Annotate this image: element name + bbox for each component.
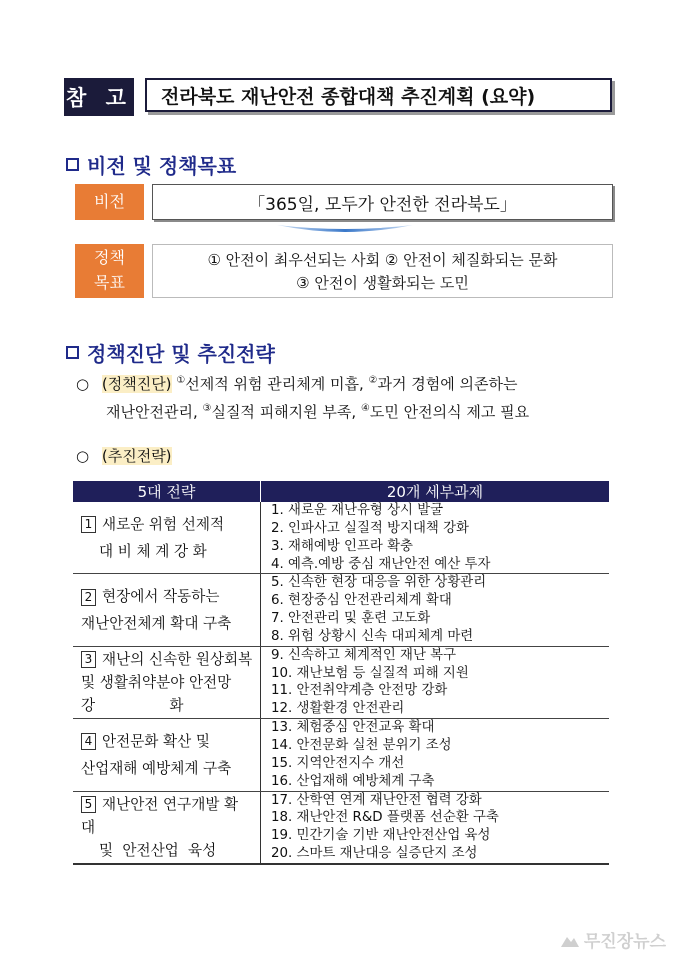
strategy-label: (추진전략) bbox=[101, 447, 172, 465]
policy-goal-box bbox=[152, 244, 613, 298]
task-item: 20. 스마트 재난대응 실증단지 조성 bbox=[261, 845, 610, 864]
task-item: 4. 예측.예방 중심 재난안전 예산 투자 bbox=[261, 556, 610, 574]
strategy-cell: 1 새로운 위험 선제적 대 비 체 계 강 화 bbox=[73, 502, 261, 574]
vision-box bbox=[152, 184, 613, 220]
strategy-intro bbox=[76, 445, 172, 466]
goal-line-1: ① 안전이 최우선되는 사회 ② 안전이 체질화되는 문화 bbox=[207, 251, 558, 269]
task-item: 8. 위험 상황시 신속 대피체계 마련 bbox=[261, 628, 610, 646]
strategy-cell: 2 현장에서 작동하는 재난안전체계 확대 구축 bbox=[73, 574, 261, 646]
policy-diagnosis-cont: 재난안전관리, ③실질적 피해지원 부족, ④도민 안전의식 제고 필요 bbox=[106, 403, 530, 421]
circle-bullet-icon: ○ bbox=[76, 447, 90, 465]
task-item: 14. 안전문화 실천 분위기 조성 bbox=[271, 737, 452, 753]
strategy-number: 3 bbox=[81, 651, 96, 668]
diagnosis-label: (정책진단) bbox=[101, 375, 172, 393]
task-item: 3. 재해예방 인프라 확충 bbox=[271, 538, 413, 554]
task-item: 1. 새로운 재난유형 상시 발굴 bbox=[271, 503, 444, 518]
policy-diagnosis: ○ (정책진단) ①선제적 위험 관리체계 미흡, ②과거 경험에 의존하는 bbox=[76, 375, 518, 393]
task-item: 19. 민간기술 기반 재난안전산업 육성 bbox=[271, 828, 491, 844]
task-item: 9. 신속하고 체계적인 재난 복구 bbox=[271, 647, 457, 663]
strategy-number: 4 bbox=[81, 733, 96, 750]
strategy-number: 5 bbox=[81, 796, 96, 813]
goal-line-2: ③ 안전이 생활화되는 도민 bbox=[296, 274, 469, 293]
strategy-number: 2 bbox=[81, 589, 96, 606]
section-heading-text: 정책진단 및 추진전략 bbox=[87, 342, 275, 366]
strategy-cell: 3 재난의 신속한 원상회복 및 생활취약분야 안전망 강 화 bbox=[73, 646, 261, 718]
strategy-table bbox=[73, 481, 609, 865]
task-item: 2. 인파사고 실질적 방지대책 강화 bbox=[271, 520, 469, 536]
policy-goal-label: 정책 목표 bbox=[75, 244, 144, 298]
section-heading-vision bbox=[66, 150, 236, 179]
swoosh-arrow-icon bbox=[275, 221, 415, 237]
watermark bbox=[560, 927, 666, 952]
task-item: 15. 지역안전지수 개선 bbox=[271, 755, 405, 771]
square-bullet-icon bbox=[66, 158, 79, 171]
task-item: 12. 생활환경 안전관리 bbox=[261, 700, 610, 718]
column-header-strategies: 5대 전략 bbox=[73, 481, 261, 502]
watermark-logo-icon bbox=[560, 931, 580, 949]
strategy-number: 1 bbox=[81, 516, 96, 533]
task-item: 16. 산업재해 예방체계 구축 bbox=[261, 773, 610, 791]
task-item: 17. 산학연 연계 재난안전 협력 강화 bbox=[271, 792, 482, 808]
section-heading-strategy bbox=[66, 338, 275, 367]
watermark-text: 무진장뉴스 bbox=[583, 932, 666, 952]
circle-bullet-icon: ○ bbox=[76, 375, 90, 393]
square-bullet-icon bbox=[66, 346, 79, 359]
task-item: 11. 안전취약계층 안전망 강화 bbox=[271, 683, 448, 699]
task-item: 10. 재난보험 등 실질적 피해 지원 bbox=[271, 665, 469, 681]
task-item: 13. 체험중심 안전교육 확대 bbox=[271, 720, 435, 736]
task-item: 6. 현장중심 안전관리체계 확대 bbox=[271, 593, 452, 609]
vision-label: 비전 bbox=[75, 184, 144, 220]
section-heading-text: 비전 및 정책목표 bbox=[87, 154, 237, 178]
task-item: 5. 신속한 현장 대응을 위한 상황관리 bbox=[271, 575, 487, 591]
document-title: 전라북도 재난안전 종합대책 추진계획 (요약) bbox=[145, 78, 612, 112]
column-header-tasks: 20개 세부과제 bbox=[261, 481, 610, 502]
vision-text: 「365일, 모두가 안전한 전라북도」 bbox=[248, 194, 517, 215]
strategy-cell: 4 안전문화 확산 및 산업재해 예방체계 구축 bbox=[73, 719, 261, 791]
reference-badge: 참 고 bbox=[64, 78, 134, 116]
task-item: 7. 안전관리 및 훈련 고도화 bbox=[271, 611, 431, 627]
strategy-cell: 5 재난안전 연구개발 확 대 및 안전산업 육성 bbox=[73, 791, 261, 864]
task-item: 18. 재난안전 R&D 플랫폼 선순환 구축 bbox=[271, 810, 499, 826]
